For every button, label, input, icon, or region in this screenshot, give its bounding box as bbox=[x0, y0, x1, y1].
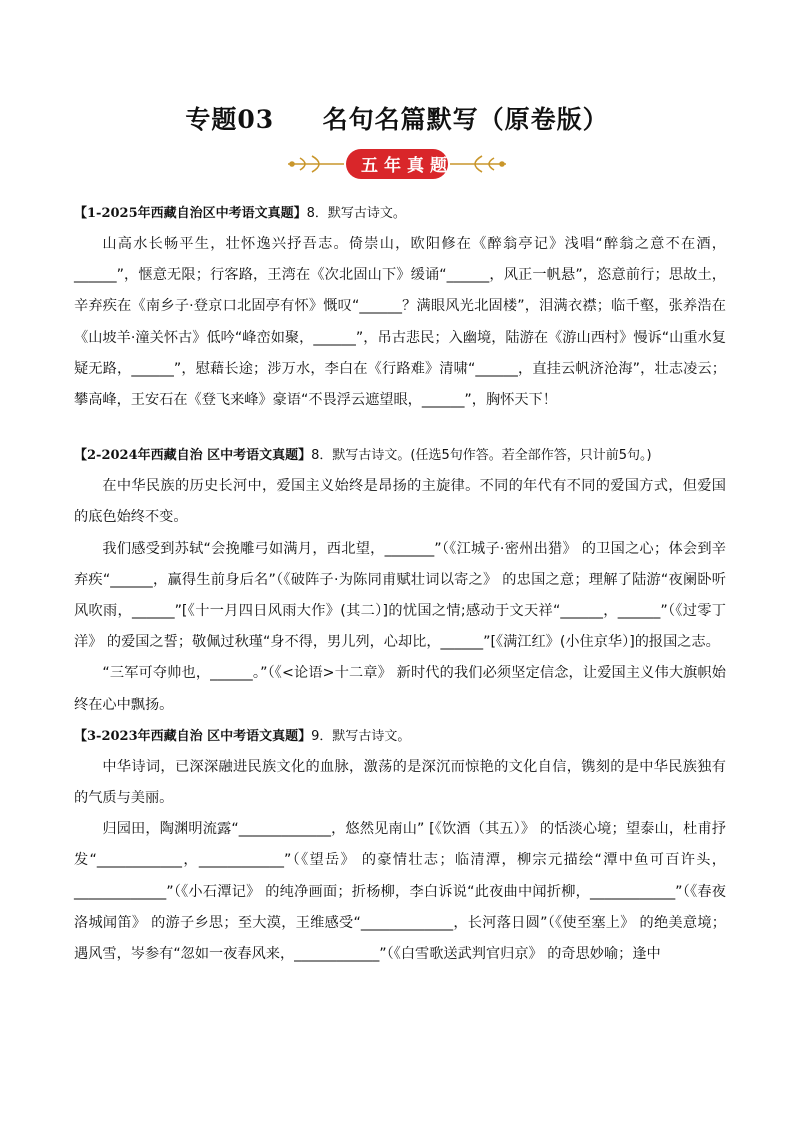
banner-char-1: 五 bbox=[361, 156, 378, 176]
banner-char-4: 题 bbox=[430, 156, 447, 176]
question-block-3 bbox=[74, 721, 726, 970]
right-ornament bbox=[450, 156, 506, 172]
banner-char-3: 真 bbox=[407, 156, 424, 176]
question-paragraph: 我们感受到苏轼“会挽雕弓如满月，西北望，_______”（《江城子·密州出猎》 的卫国之心；体会到辛弃疾“______，赢得生前身后名”（《破阵子·为陈同甫赋壮词以寄之》 的忠国之意；理解了陆游“夜阑卧听风吹雨，______”[《十一月四日风雨大作》(其二）]的忧国之情;感动于文天祥“______，______”（《过零丁洋》 的爱国之誓；敬佩过秋瑾“身不得，男儿列，心却比，______”[《满江红》(小住京华）]的报国之志。 bbox=[74, 540, 726, 651]
question-header bbox=[74, 198, 726, 229]
question-source-tag: 【3-2023年西藏自治 区中考语文真题】 bbox=[74, 728, 312, 744]
banner-char-2: 年 bbox=[384, 156, 401, 176]
page-title: 专题03 名句名篇默写（原卷版） bbox=[185, 105, 609, 134]
question-block-1 bbox=[74, 198, 726, 416]
question-paragraph: 山高水长畅平生，壮怀逸兴抒吾志。倚崇山，欧阳修在《醉翁亭记》浅唱“醉翁之意不在酒，______”，惬意无限；行客路，王湾在《次北固山下》缓诵“______，风正一帆悬”，恣意前行；思故土，辛弃疾在《南乡子·登京口北固亭有怀》慨叹“______？满眼风光北固楼”，泪满衣襟；临千壑，张养浩在《山坡羊·潼关怀古》低吟“峰峦如聚，______”，吊古悲民；入幽境，陆游在《游山西村》慢诉“山重水复疑无路，______”，慰藉长途；涉万水，李白在《行路难》清啸“______，直挂云帆济沧海”，壮志凌云；攀高峰，王安石在《登飞来峰》豪语“不畏浮云遮望眼，______”，胸怀天下！ bbox=[74, 236, 726, 409]
question-paragraph: 归园田，陶渊明流露“_____________，悠然见南山” [《饮酒（其五）》 的恬淡心境；望泰山，杜甫抒发“____________，____________”（《望岳》 的豪情壮志；临清潭，柳宗元描绘“潭中鱼可百许头，_____________”（《小石潭记》 的纯净画面；折杨柳，李白诉说“此夜曲中闻折柳，____________”（《春夜洛城闻笛》 的游子乡思；至大漠，王维感受“_____________，长河落日圆”（《使至塞上》 的绝美意境；遇风雪，岑参有“忽如一夜春风来，____________”（《白雪歌送武判官归京》 的奇思妙喻；逢中 bbox=[74, 821, 726, 963]
question-task: 9．默写古诗文。 bbox=[311, 728, 411, 744]
question-task: 8．默写古诗文。(任选5句作答。若全部作答，只计前5句。) bbox=[311, 448, 652, 464]
left-ornament bbox=[288, 156, 344, 172]
question-paragraph: 中华诗词，已深深融进民族文化的血脉，激荡的是深沉而惊艳的文化自信，镌刻的是中华民族独有的气质与美丽。 bbox=[74, 758, 726, 807]
question-paragraph: “三军可夺帅也，______。”（《<论语>十二章》 新时代的我们必须坚定信念，让爱国主义伟大旗帜始终在心中飘扬。 bbox=[74, 665, 726, 713]
question-block-2 bbox=[74, 440, 726, 721]
section-spacer bbox=[74, 416, 726, 440]
question-source-tag: 【1-2025年西藏自治区中考语文真题】 bbox=[74, 206, 307, 221]
question-header bbox=[74, 440, 726, 471]
question-task: 8．默写古诗文。 bbox=[306, 206, 406, 221]
question-source-tag: 【2-2024年西藏自治 区中考语文真题】 bbox=[74, 448, 312, 464]
five-year-exam-banner bbox=[282, 145, 512, 183]
question-header bbox=[74, 721, 726, 752]
question-paragraph: 在中华民族的历史长河中，爱国主义始终是昂扬的主旋律。不同的年代有不同的爱国方式，但爱国的底色始终不变。 bbox=[74, 478, 726, 526]
question-list bbox=[74, 198, 726, 970]
